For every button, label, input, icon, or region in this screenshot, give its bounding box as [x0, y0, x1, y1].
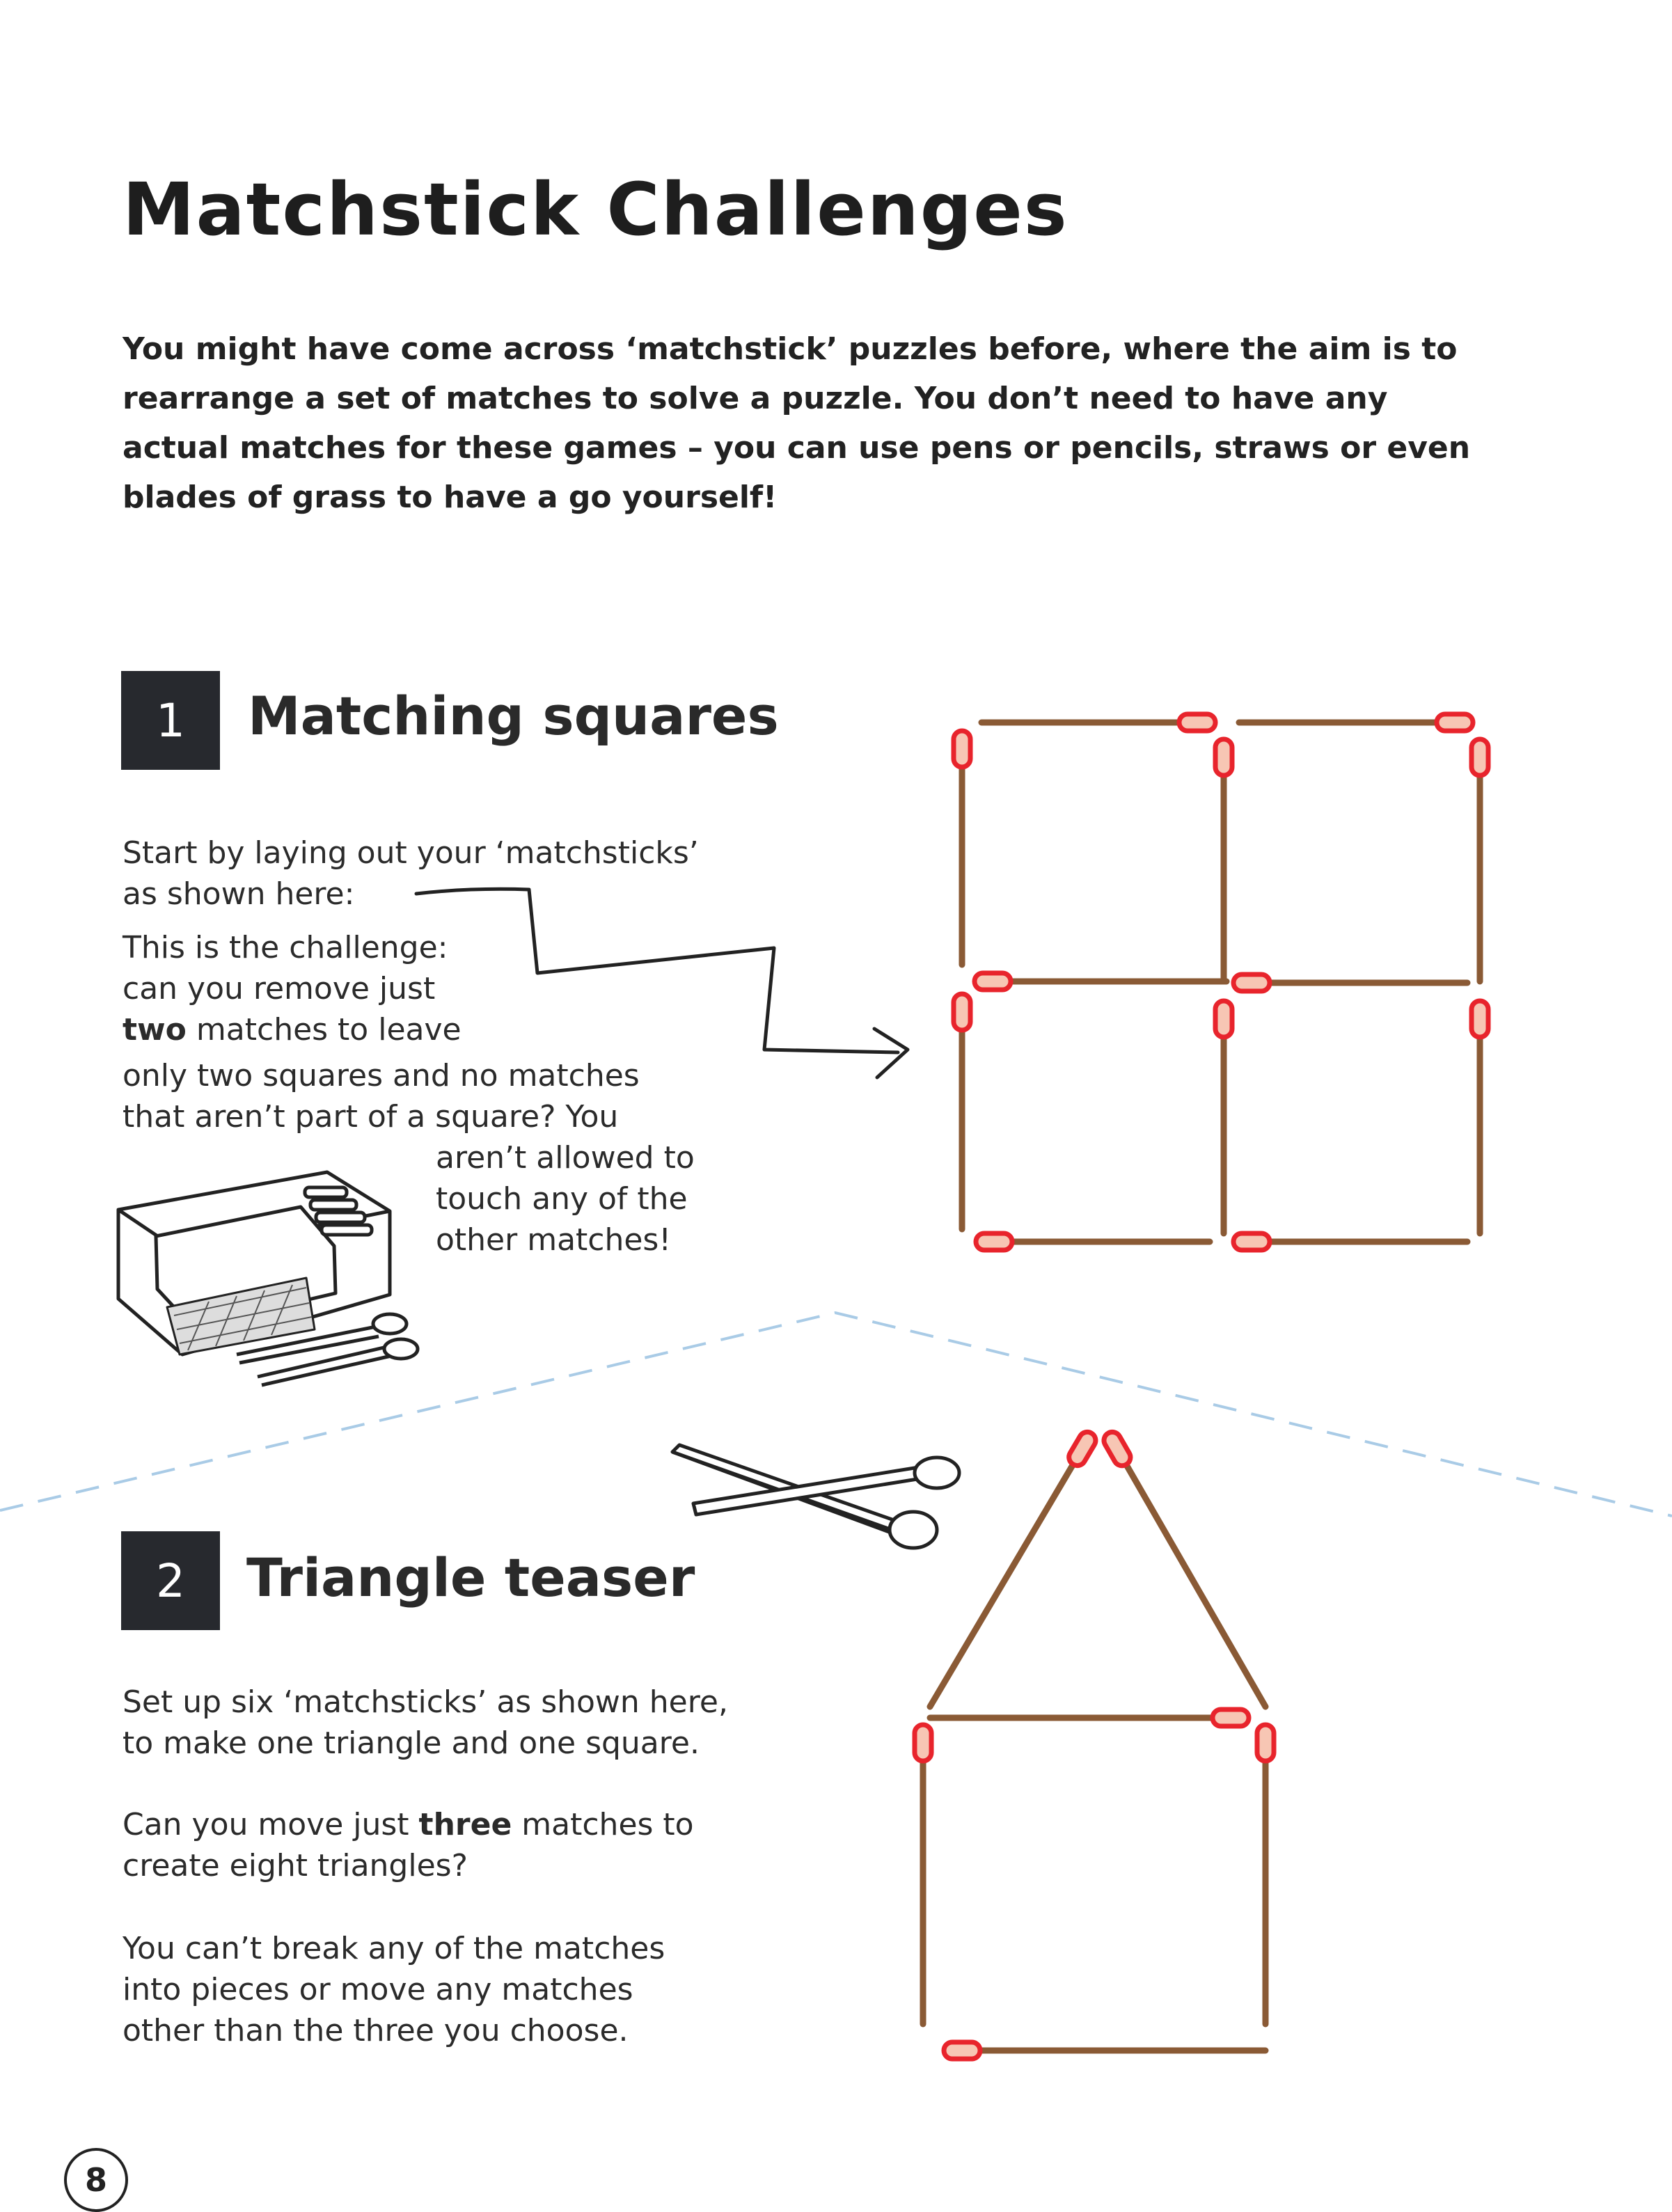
matchstick [1472, 739, 1488, 981]
puzzle-2-p1-line-2: to make one triangle and one square. [123, 1725, 700, 1761]
puzzle-2-p3-line-1: You can’t break any of the matches [123, 1931, 665, 1966]
triangle-square-figure [915, 1429, 1274, 2059]
matchstick [930, 1709, 1249, 1726]
puzzle-2-number: 2 [121, 1531, 220, 1630]
puzzle-2-p3-line-3: other than the three you choose. [123, 2013, 629, 2048]
puzzle-1-line-10: other matches! [436, 1222, 671, 1258]
puzzle-1-line-5-rest: matches to leave [196, 1012, 462, 1048]
puzzle-1-bold-word: two [123, 1012, 187, 1048]
matchstick [1233, 1233, 1467, 1250]
matchstick [981, 714, 1215, 731]
puzzle-1-line-4: can you remove just [123, 971, 436, 1006]
puzzle-2-p2-after: matches to [512, 1807, 694, 1842]
puzzle-1-line-5 [123, 1009, 462, 1050]
matchstick [1257, 1725, 1274, 2024]
puzzle-2-p2-line-2: create eight triangles? [123, 1848, 468, 1883]
puzzle-2-p2-before: Can you move just [123, 1807, 419, 1842]
puzzle-2-bold-word: three [418, 1807, 512, 1842]
intro-paragraph: You might have come across ‘matchstick’ puzzles before, where the aim is to rearrange a set of matches to solve a puzzle. You don’t need to have any actual matches for these games – you can use pens or pencils, straws or even blades of grass to have a go yourself! [123, 331, 1471, 515]
puzzle-1-number: 1 [121, 671, 220, 770]
puzzle-1-line-2: as shown here: [123, 876, 355, 912]
matchstick [1215, 1001, 1232, 1233]
matchstick [915, 1725, 931, 2024]
puzzle-1-line-7: that aren’t part of a square? You [123, 1099, 619, 1135]
puzzle-1-line-3: This is the challenge: [123, 930, 448, 965]
four-squares-figure [954, 714, 1488, 1250]
puzzle-2-p1-line-1: Set up six ‘matchsticks’ as shown here, [123, 1684, 728, 1720]
puzzle-1-heading: Matching squares [248, 685, 779, 747]
matchstick [1472, 1001, 1488, 1233]
matchstick [1239, 714, 1473, 731]
matchstick [944, 2042, 1265, 2059]
matchstick [976, 1233, 1210, 1250]
puzzle-2-heading: Triangle teaser [246, 1547, 695, 1609]
puzzle-2-p2-line-1 [123, 1804, 694, 1845]
matchstick [1233, 974, 1467, 991]
puzzle-1-line-8: aren’t allowed to [436, 1140, 695, 1176]
matchstick [1101, 1429, 1265, 1707]
matchstick [975, 973, 1227, 990]
page-title: Matchstick Challenges [123, 167, 1068, 252]
matchstick [930, 1429, 1098, 1707]
matchstick [954, 994, 970, 1229]
puzzle-1-line-9: touch any of the [436, 1181, 688, 1217]
matchstick [954, 731, 970, 965]
puzzle-1-line-1: Start by laying out your ‘matchsticks’ [123, 835, 699, 871]
matchstick [1215, 739, 1232, 981]
page-number: 8 [64, 2148, 128, 2212]
puzzle-2-p3-line-2: into pieces or move any matches [123, 1972, 633, 2007]
puzzle-1-line-6: only two squares and no matches [123, 1058, 640, 1093]
